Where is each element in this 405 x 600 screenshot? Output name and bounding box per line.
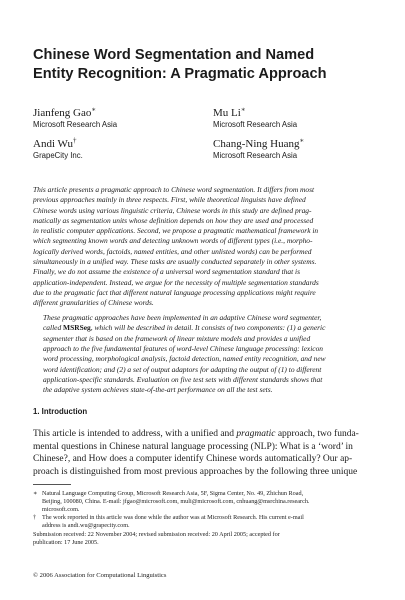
- footnote-rule: [33, 484, 71, 485]
- text-line: microsoft.com.: [42, 506, 80, 514]
- text-line: Chinese?, and How does a computer identify Chinese words automatically? Our ap-: [33, 454, 353, 465]
- footnote-symbol: †: [33, 514, 37, 522]
- text-line: due to the pragmatic fact that different natural language processing applications might require: [33, 287, 316, 297]
- paper-title: [33, 46, 383, 84]
- author-name: Andi Wu†: [33, 136, 77, 150]
- emphasis: pragmatic: [236, 429, 276, 439]
- intro-paragraph: [33, 428, 375, 478]
- text-line: in realistic computer applications. Second, we propose a pragmatic mathematical framework in: [33, 226, 319, 236]
- text-line: This article presents a pragmatic approach to Chinese word segmentation. It differs from most: [33, 185, 315, 194]
- text-line: application-specific standards. Evaluation on five test sets with different standards shows that: [43, 374, 323, 384]
- footnotes: [33, 490, 375, 530]
- author-block: [213, 107, 388, 130]
- text-line: Natural Language Computing Group, Microsoft Research Asia, 5F, Sigma Center, No. 49, Zhichun Road,: [42, 490, 304, 497]
- text-line: The work reported in this article was done while the author was at Microsoft Research. His current e-mail: [42, 514, 304, 522]
- text-line: different granularities of Chinese words.: [33, 298, 154, 308]
- author-name: Chang-Ning Huang∗: [213, 136, 305, 150]
- submission-info: [33, 531, 280, 547]
- text-line: matically as segmentation units whose definition depends on how they are used and processed: [33, 215, 314, 225]
- text-line: Beijing, 100080, China. E-mail: jfgao@microsoft.com, muli@microsoft.com, cnhuang@msrchina.research.: [42, 498, 310, 506]
- text-line: mental questions in Chinese natural language processing (NLP): What is a ‘word’ in: [33, 441, 353, 452]
- text-line: word processing, morphological analysis, factoid detection, named entity recognition, and new: [43, 354, 326, 364]
- text-line: Finally, we do not assume the existence of a universal word segmentation standard that is: [33, 267, 300, 277]
- text-line: simultaneously in a unified way. These tasks are usually conducted separately in other systems.: [33, 257, 317, 267]
- text-line: logically derived words, factoids, named entities, and other unlisted words) can be performed: [33, 246, 312, 256]
- title-line: Entity Recognition: A Pragmatic Approach: [33, 66, 327, 82]
- text-line: publication: 17 June 2005.: [33, 539, 99, 547]
- author-affiliation: Microsoft Research Asia: [213, 120, 298, 129]
- text-line: Submission received: 22 November 2004; revised submission received: 20 April 2005; accepted for: [33, 531, 280, 538]
- copyright: © 2006 Association for Computational Linguistics: [33, 572, 167, 579]
- title-line: Chinese Word Segmentation and Named: [33, 47, 315, 63]
- text-line: proach is distinguished from most previous approaches by the following three unique: [33, 466, 358, 477]
- text-line: segmenter that is based on the framework of linear mixture models and provides a unified: [43, 333, 311, 343]
- abstract-paragraph: [33, 185, 375, 309]
- text-line: approach to the five fundamental features of word-level Chinese language processing: lexicon: [43, 343, 324, 353]
- text-line: Chinese words using various linguistic criteria, Chinese words in this study are defined prag-: [33, 205, 312, 215]
- text-line: These pragmatic approaches have been implemented in an adaptive Chinese word segmenter,: [43, 313, 322, 323]
- text-line: called MSRSeg, which will be described in detail. It consists of two components: (1) a generic: [43, 323, 326, 333]
- author-name: Mu Li∗: [213, 105, 246, 119]
- abstract: [33, 185, 375, 395]
- section-heading: 1. Introduction: [33, 407, 88, 416]
- author-name: Jianfeng Gao∗: [33, 105, 97, 119]
- text-line: This article is intended to address, with a unified and pragmatic approach, two funda-: [33, 429, 359, 439]
- text-line: application-independent. Instead, we argue for the necessity of multiple segmentation standards: [33, 277, 319, 287]
- text-line: which segmenting known words and detecting unknown words of different types (i.e., morpho-: [33, 236, 313, 246]
- footnote: [33, 514, 375, 530]
- author-affiliation: Microsoft Research Asia: [33, 120, 118, 129]
- text-line: previous approaches mainly in three respects. First, while theoretical linguists have defined: [33, 195, 306, 205]
- footnote-symbol: ∗: [33, 490, 38, 497]
- author-block: [33, 107, 208, 130]
- author-affiliation: GrapeCity Inc.: [33, 151, 83, 160]
- system-name: MSRSeg: [63, 323, 91, 333]
- text-line: word identification; and (2) a set of output adaptors for adapting the output of (1) to different: [43, 364, 322, 374]
- author-affiliation: Microsoft Research Asia: [213, 151, 298, 160]
- text-line: address is andi.wu@grapecity.com.: [42, 522, 130, 530]
- author-block: [213, 138, 388, 161]
- text-line: the adaptive system achieves state-of-the-art performance on all the test sets.: [43, 385, 273, 395]
- abstract-paragraph: [33, 313, 375, 395]
- author-block: [33, 138, 208, 161]
- footnote: [33, 490, 375, 514]
